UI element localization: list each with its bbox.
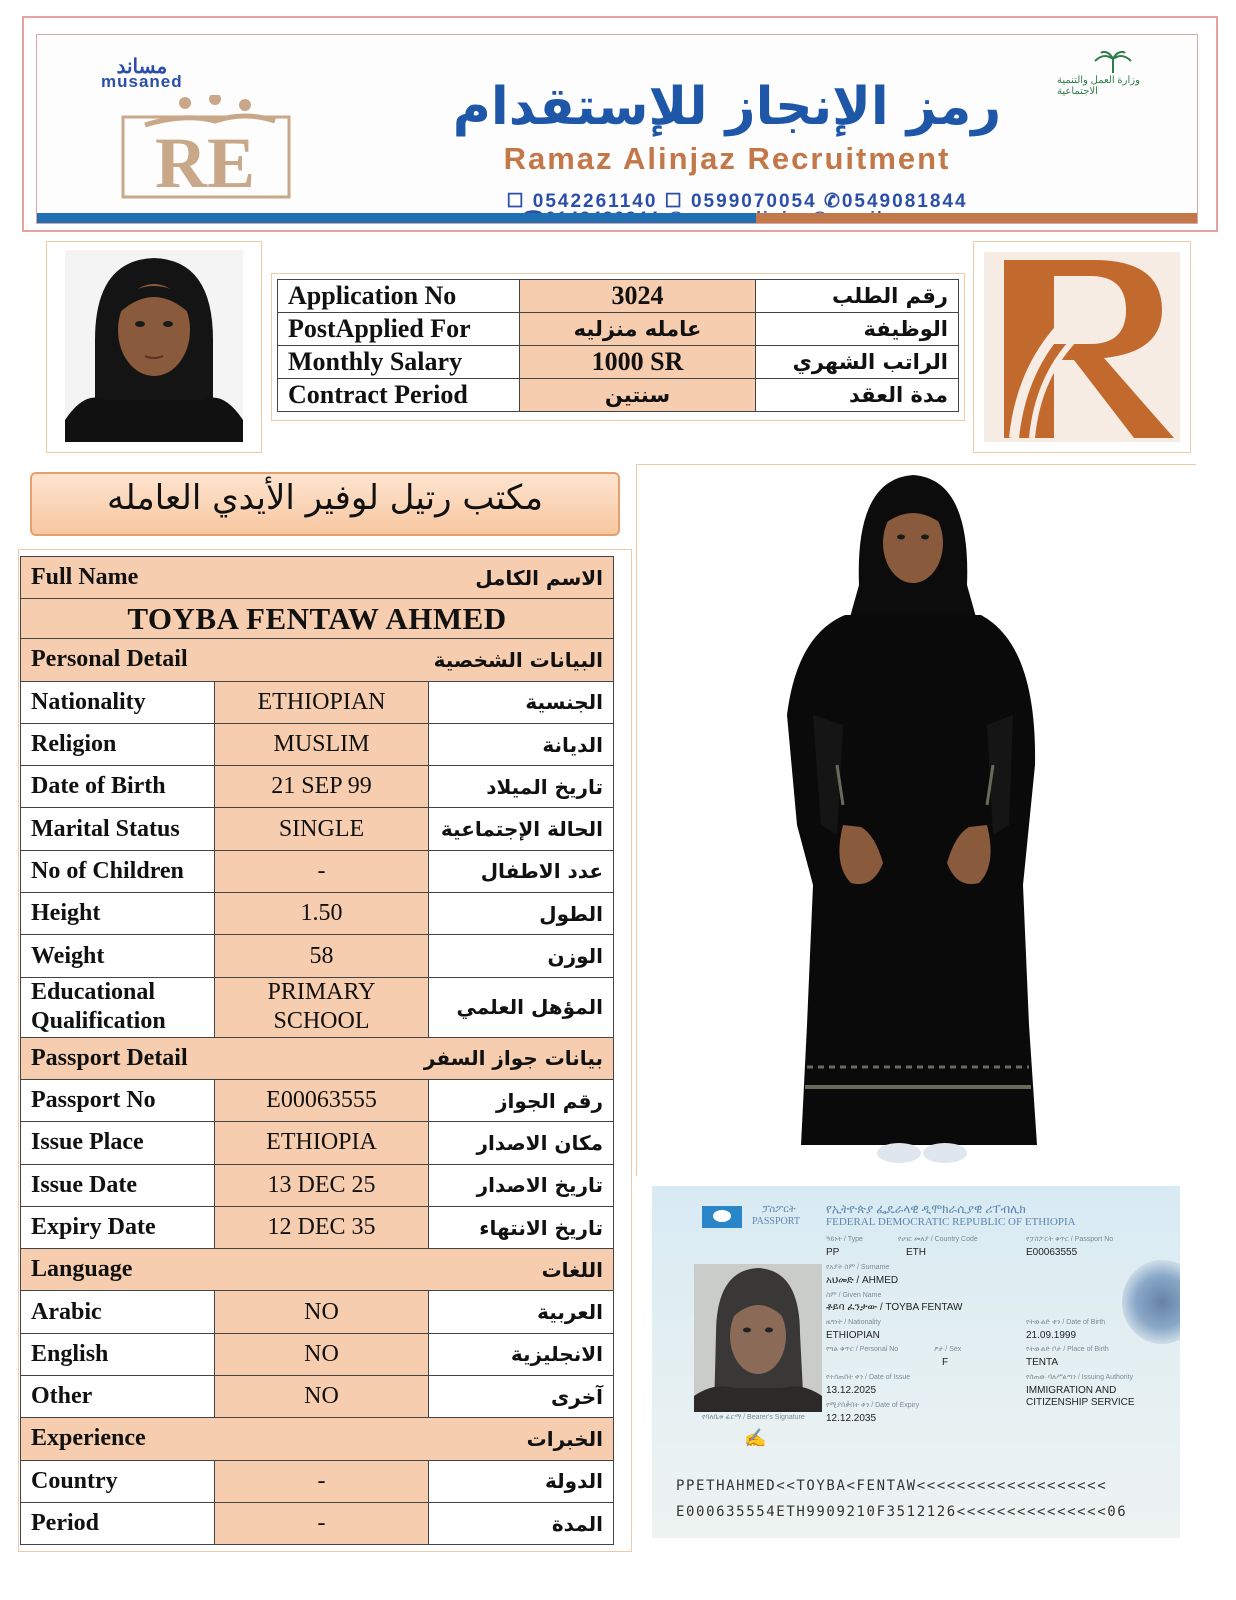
application-label-ar: الراتب الشهري — [756, 346, 959, 379]
detail-label-ar: رقم الجواز — [429, 1079, 614, 1121]
re-logo-icon — [115, 95, 305, 205]
mrz-line: PPETHAHMED<<TOYBA<FENTAW<<<<<<<<<<<<<<<<<<< — [676, 1478, 1108, 1494]
detail-label-ar: تاريخ الاصدار — [429, 1164, 614, 1206]
detail-value: - — [215, 1460, 429, 1502]
field-value: CITIZENSHIP SERVICE — [1026, 1397, 1135, 1408]
detail-label-en: Marital Status — [21, 808, 215, 850]
application-label-en: Monthly Salary — [278, 346, 520, 379]
field-label: የፓስፖርት ቁጥር / Passport No — [1026, 1236, 1114, 1243]
field-label: ስም / Given Name — [826, 1292, 882, 1299]
field-label: ፆታ / Sex — [934, 1346, 962, 1353]
detail-label-ar: عدد الاطفال — [429, 850, 614, 892]
detail-value: - — [215, 1502, 429, 1544]
detail-label-en: Weight — [21, 935, 215, 977]
field-label: የትውልድ ቦታ / Place of Birth — [1026, 1346, 1109, 1353]
detail-row — [21, 935, 614, 977]
detail-value: MUSLIM — [215, 723, 429, 765]
application-row — [278, 379, 959, 412]
detail-value: NO — [215, 1376, 429, 1418]
detail-row — [21, 1460, 614, 1502]
field-label: የአያት ስም / Surname — [826, 1264, 890, 1271]
detail-value: NO — [215, 1291, 429, 1333]
passport-country-am: የኢትዮጵያ ፌዴራላዊ ዲሞክራሲያዊ ሪፐብሊክ — [826, 1202, 1026, 1216]
musaned-logo-ar: مساند — [116, 56, 168, 78]
banner-color-bar — [37, 213, 1197, 223]
detail-label-en: Height — [21, 893, 215, 935]
full-name-value: TOYBA FENTAW AHMED — [21, 599, 614, 639]
application-label-ar: مدة العقد — [756, 379, 959, 412]
phone-numbers: ☐ 0542261140 ☐ 0599070054 ✆0549081844 — [506, 191, 968, 212]
detail-row — [21, 766, 614, 808]
application-row — [278, 280, 959, 313]
detail-value: 58 — [215, 935, 429, 977]
detail-row — [21, 1079, 614, 1121]
detail-value: 1.50 — [215, 893, 429, 935]
detail-value: NO — [215, 1333, 429, 1375]
detail-label-ar: المدة — [429, 1502, 614, 1544]
application-label-ar: رقم الطلب — [756, 280, 959, 313]
musaned-logo-en: musaned — [101, 72, 183, 91]
detail-label-ar: تاريخ الانتهاء — [429, 1206, 614, 1248]
field-value: TENTA — [1026, 1357, 1059, 1368]
section-title-en: Passport Detail — [31, 1044, 188, 1071]
full-name-label-en: Full Name — [31, 564, 139, 591]
detail-value: 21 SEP 99 — [215, 766, 429, 808]
section-title-ar: اللغات — [541, 1257, 603, 1282]
detail-label-ar: الانجليزية — [429, 1333, 614, 1375]
detail-label-en: No of Children — [21, 850, 215, 892]
education-row — [21, 977, 614, 1037]
detail-label-ar: آخرى — [429, 1376, 614, 1418]
detail-label-en: Period — [21, 1502, 215, 1544]
company-name-ar: رمز الإنجاز للإستقدام — [452, 77, 1002, 137]
experience-header — [21, 1418, 614, 1460]
application-value: 1000 SR — [520, 346, 756, 379]
detail-label-en: Country — [21, 1460, 215, 1502]
field-label: የሀገር መለያ / Country Code — [898, 1236, 978, 1243]
section-title-en: Language — [31, 1256, 133, 1283]
field-value: E00063555 — [1026, 1247, 1078, 1258]
company-name-en: Ramaz Alinjaz Recruitment — [503, 141, 951, 176]
headshot-frame — [46, 241, 262, 453]
field-value: IMMIGRATION AND — [1026, 1385, 1117, 1396]
field-value: PP — [826, 1247, 840, 1258]
language-header — [21, 1249, 614, 1291]
office-name: مكتب رتيل لوفير الأيدي العامله — [107, 478, 543, 518]
section-title-en: Personal Detail — [31, 646, 188, 673]
passport-label-am: ፓስፖርት — [762, 1204, 796, 1215]
application-value: 3024 — [520, 280, 756, 313]
education-label-en — [21, 977, 215, 1037]
detail-row — [21, 850, 614, 892]
detail-label-en: Passport No — [21, 1079, 215, 1121]
detail-row — [21, 1206, 614, 1248]
full-name-header-row — [21, 557, 614, 599]
personal-detail-header — [21, 639, 614, 681]
section-title-ar: بيانات جواز السفر — [423, 1046, 603, 1071]
full-name-label-ar: الاسم الكامل — [475, 565, 603, 590]
passport-detail-header — [21, 1037, 614, 1079]
detail-label-ar: تاريخ الميلاد — [429, 766, 614, 808]
mrz-line: E000635554ETH9909210F3512126<<<<<<<<<<<<<<<06 — [676, 1504, 1128, 1520]
field-label: የሚያበቃበት ቀን / Date of Expiry — [826, 1402, 920, 1409]
r-logo-frame — [973, 241, 1191, 453]
signature-label: የባለቤቱ ፊርማ / Bearer's Signature — [702, 1414, 805, 1421]
field-value: ETHIOPIAN — [826, 1330, 880, 1341]
detail-label-en: Issue Date — [21, 1164, 215, 1206]
detail-label-en: English — [21, 1333, 215, 1375]
field-label: የተሰጠበት ቀን / Date of Issue — [826, 1374, 911, 1381]
detail-row — [21, 808, 614, 850]
detail-label-ar: مكان الاصدار — [429, 1122, 614, 1164]
application-row — [278, 313, 959, 346]
detail-row — [21, 723, 614, 765]
detail-value: 12 DEC 35 — [215, 1206, 429, 1248]
section-title-en: Experience — [31, 1425, 146, 1452]
detail-row — [21, 1164, 614, 1206]
passport-photo — [694, 1264, 822, 1412]
passport-hologram-icon — [1122, 1260, 1180, 1344]
detail-label-ar: الطول — [429, 893, 614, 935]
svg-text:RE: RE — [155, 123, 256, 203]
field-value: አህመድ / AHMED — [826, 1275, 899, 1286]
passport-scan — [652, 1186, 1180, 1538]
headshot-photo — [65, 250, 243, 442]
education-value-line: PRIMARY — [267, 979, 376, 1006]
passport-country-en: FEDERAL DEMOCRATIC REPUBLIC OF ETHIOPIA — [826, 1216, 1076, 1228]
detail-row — [21, 893, 614, 935]
banner-inner — [36, 34, 1198, 224]
education-label-line: Educational — [31, 979, 156, 1006]
detail-row — [21, 1122, 614, 1164]
field-label: ዓይነት / Type — [826, 1236, 863, 1243]
section-title-ar: الخبرات — [526, 1426, 603, 1451]
field-value: ቶይባ ፈንታው / TOYBA FENTAW — [826, 1302, 963, 1313]
detail-label-ar: الجنسية — [429, 681, 614, 723]
detail-row — [21, 681, 614, 723]
education-value-line: SCHOOL — [273, 1008, 370, 1035]
application-table — [277, 279, 959, 412]
application-label-en: Contract Period — [278, 379, 520, 412]
field-value: F — [942, 1357, 949, 1368]
musaned-logo — [101, 57, 183, 90]
application-box — [271, 273, 965, 421]
detail-value: E00063555 — [215, 1079, 429, 1121]
detail-value: ETHIOPIA — [215, 1122, 429, 1164]
education-label-ar: المؤهل العلمي — [429, 977, 614, 1037]
detail-value: 13 DEC 25 — [215, 1164, 429, 1206]
application-label-en: Application No — [278, 280, 520, 313]
detail-label-en: Arabic — [21, 1291, 215, 1333]
r-logo-icon — [984, 252, 1180, 442]
field-label: ዜግነት / Nationality — [826, 1319, 881, 1326]
full-name-row — [21, 599, 614, 639]
field-value: 13.12.2025 — [826, 1385, 877, 1396]
education-label-line: Qualification — [31, 1008, 166, 1035]
detail-label-en: Other — [21, 1376, 215, 1418]
application-label-ar: الوظيفة — [756, 313, 959, 346]
field-value: ETH — [906, 1247, 926, 1258]
application-value: سنتين — [520, 379, 756, 412]
detail-label-en: Religion — [21, 723, 215, 765]
full-body-photo — [637, 465, 1197, 1177]
detail-label-ar: الديانة — [429, 723, 614, 765]
detail-label-en: Expiry Date — [21, 1206, 215, 1248]
detail-label-ar: العربية — [429, 1291, 614, 1333]
office-banner — [24, 466, 626, 542]
field-label: የሰጠው ባለሥልጣን / Issuing Authority — [1026, 1374, 1134, 1381]
application-label-en: PostApplied For — [278, 313, 520, 346]
field-label: የትውልድ ቀን / Date of Birth — [1026, 1319, 1106, 1326]
detail-label-en: Issue Place — [21, 1122, 215, 1164]
passport-label-en: PASSPORT — [752, 1216, 800, 1227]
detail-label-en: Nationality — [21, 681, 215, 723]
detail-label-en: Date of Birth — [21, 766, 215, 808]
palm-icon — [1093, 51, 1133, 73]
full-body-frame — [636, 464, 1196, 1176]
detail-row — [21, 1376, 614, 1418]
detail-label-ar: الحالة الإجتماعية — [429, 808, 614, 850]
passport-emblem-icon — [702, 1206, 742, 1228]
detail-row — [21, 1333, 614, 1375]
application-value: عامله منزليه — [520, 313, 756, 346]
signature-mark: ✍ — [744, 1428, 767, 1448]
education-value — [215, 977, 429, 1037]
details-table — [20, 556, 614, 1545]
field-value: 21.09.1999 — [1026, 1330, 1077, 1341]
detail-row — [21, 1291, 614, 1333]
detail-value: ETHIOPIAN — [215, 681, 429, 723]
detail-row — [21, 1502, 614, 1544]
application-row — [278, 346, 959, 379]
ministry-text: وزارة العمل والتنمية الاجتماعية — [1057, 75, 1140, 97]
detail-label-ar: الدولة — [429, 1460, 614, 1502]
section-title-ar: البيانات الشخصية — [433, 647, 603, 672]
detail-value: - — [215, 850, 429, 892]
detail-label-ar: الوزن — [429, 935, 614, 977]
field-value: 12.12.2035 — [826, 1413, 877, 1424]
header-banner — [22, 16, 1218, 232]
field-label: የግል ቁጥር / Personal No — [826, 1346, 899, 1353]
detail-value: SINGLE — [215, 808, 429, 850]
